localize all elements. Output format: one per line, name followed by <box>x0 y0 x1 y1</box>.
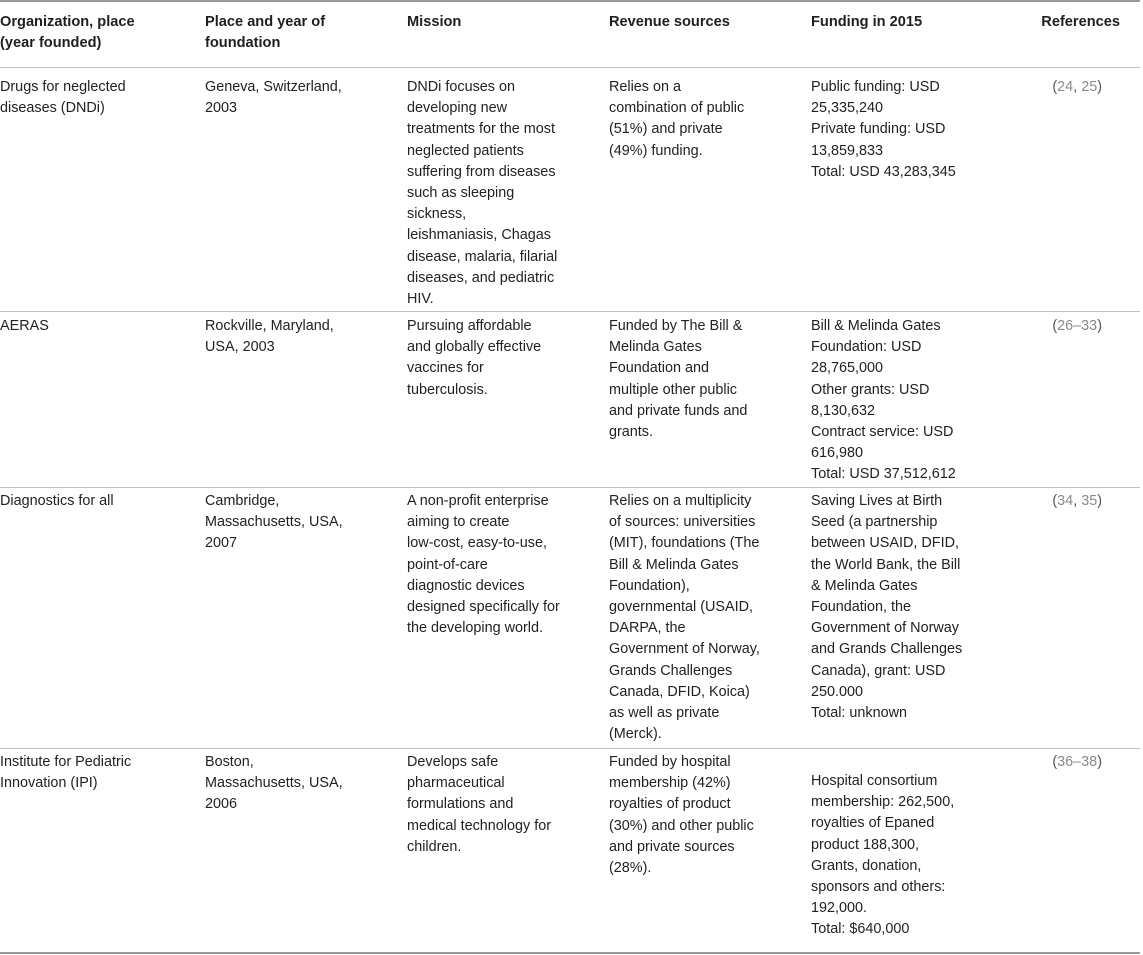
header-line: Funding in 2015 <box>811 14 923 30</box>
bottom-rule <box>0 952 1140 954</box>
cell-references <box>1020 77 1102 98</box>
column-header-funding <box>811 12 1001 33</box>
text-line: and private sources <box>609 838 735 855</box>
ref-close: ) <box>1097 754 1102 770</box>
header-line: Revenue sources <box>609 14 730 30</box>
text-line: Relies on a multiplicity <box>609 493 752 509</box>
text-line: Massachusetts, USA, <box>205 775 343 792</box>
text-line: (Merck). <box>609 726 662 743</box>
text-line: 192,000. <box>811 900 868 917</box>
ref-open: ( <box>1052 79 1058 95</box>
text-line: Foundation), <box>609 577 690 594</box>
text-line: Drugs for neglected <box>0 79 126 95</box>
text-line: Canada), grant: USD <box>811 662 946 679</box>
text-line: vaccines for <box>407 360 484 377</box>
ref-close: ) <box>1097 318 1102 334</box>
text-line: Grands Challenges <box>609 662 733 679</box>
text-line: (28%). <box>609 860 652 877</box>
text-line: tuberculosis. <box>407 381 488 398</box>
text-line: diseases (DNDi) <box>0 100 105 117</box>
text-line: Public funding: USD <box>811 79 940 95</box>
header-line: Mission <box>407 14 462 30</box>
text-line: and Grands Challenges <box>811 641 963 658</box>
text-line: diseases, and pediatric <box>407 269 555 286</box>
text-line: the World Bank, the Bill <box>811 556 961 573</box>
reference-link[interactable]: 25 <box>1081 79 1098 95</box>
column-header-mission <box>407 12 587 33</box>
text-line: sponsors and others: <box>811 879 946 896</box>
text-line: Funded by hospital <box>609 754 731 770</box>
row-divider <box>0 487 1140 488</box>
text-line: 13,859,833 <box>811 142 884 159</box>
text-line: Saving Lives at Birth <box>811 493 943 509</box>
text-line: Boston, <box>205 754 254 770</box>
cell-place-year <box>205 752 400 816</box>
text-line: children. <box>407 838 462 855</box>
header-line: (year founded) <box>0 35 102 52</box>
text-line: Rockville, Maryland, <box>205 318 334 334</box>
text-line: neglected patients <box>407 142 524 159</box>
text-line: (30%) and other public <box>609 817 754 834</box>
text-line: 25,335,240 <box>811 100 884 117</box>
reference-link[interactable]: 35 <box>1081 493 1098 509</box>
text-line: and globally effective <box>407 339 542 356</box>
text-line: point-of-care <box>407 556 488 573</box>
text-line: DNDi focuses on <box>407 79 515 95</box>
text-line: 616,980 <box>811 445 864 462</box>
text-line: Canada, DFID, Koica) <box>609 683 750 700</box>
column-header-revenue <box>609 12 789 33</box>
header-line: Place and year of <box>205 14 326 30</box>
text-line: Foundation and <box>609 360 710 377</box>
text-line: Grants, donation, <box>811 857 922 874</box>
text-line: as well as private <box>609 705 720 722</box>
cell-revenue <box>609 752 804 879</box>
text-line: pharmaceutical <box>407 775 505 792</box>
text-line: Other grants: USD <box>811 381 930 398</box>
cell-mission <box>407 752 602 858</box>
text-line: Innovation (IPI) <box>0 775 98 792</box>
cell-references <box>1020 752 1102 773</box>
text-line: Total: USD 37,512,612 <box>811 466 956 483</box>
text-line: suffering from diseases <box>407 163 556 180</box>
column-header-references <box>1020 12 1120 33</box>
ref-close: ) <box>1097 79 1102 95</box>
text-line: royalties of Epaned <box>811 815 935 832</box>
text-line: the developing world. <box>407 620 544 637</box>
text-line: 2007 <box>205 535 238 552</box>
text-line: (MIT), foundations (The <box>609 535 760 552</box>
text-line: A non-profit enterprise <box>407 493 549 509</box>
cell-mission <box>407 77 602 310</box>
cell-revenue <box>609 491 804 745</box>
cell-place-year <box>205 77 400 119</box>
cell-organization <box>0 491 195 512</box>
text-line: (51%) and private <box>609 121 723 138</box>
text-line: grants. <box>609 424 653 441</box>
cell-references <box>1020 491 1102 512</box>
cell-funding <box>811 491 1011 724</box>
text-line: between USAID, DFID, <box>811 535 959 552</box>
text-line: Foundation, the <box>811 599 912 616</box>
text-line: 8,130,632 <box>811 402 876 419</box>
text-line: USA, 2003 <box>205 339 275 356</box>
text-line: Massachusetts, USA, <box>205 514 343 531</box>
reference-link[interactable]: 36–38 <box>1057 754 1098 770</box>
cell-place-year <box>205 316 400 358</box>
row-divider <box>0 311 1140 312</box>
text-line: Contract service: USD <box>811 424 954 441</box>
text-line: Hospital consortium <box>811 773 938 789</box>
text-line: Total: $640,000 <box>811 921 910 938</box>
text-line: 2006 <box>205 796 238 813</box>
text-line: Cambridge, <box>205 493 280 509</box>
text-line: formulations and <box>407 796 514 813</box>
text-line: Total: USD 43,283,345 <box>811 163 956 180</box>
row-divider <box>0 748 1140 749</box>
text-line: AERAS <box>0 318 49 334</box>
text-line: HIV. <box>407 291 434 308</box>
text-line: disease, malaria, filarial <box>407 248 558 265</box>
cell-organization <box>0 752 195 794</box>
text-line: product 188,300, <box>811 836 920 853</box>
reference-link[interactable]: 24 <box>1057 79 1074 95</box>
text-line: Relies on a <box>609 79 681 95</box>
text-line: combination of public <box>609 100 745 117</box>
cell-references <box>1020 316 1102 337</box>
text-line: Institute for Pediatric <box>0 754 132 770</box>
text-line: low-cost, easy-to-use, <box>407 535 547 552</box>
ref-open: ( <box>1052 318 1058 334</box>
cell-place-year <box>205 491 400 555</box>
ref-close: ) <box>1097 493 1102 509</box>
text-line: 2003 <box>205 100 238 117</box>
header-rule <box>0 67 1140 68</box>
text-line: membership: 262,500, <box>811 794 955 811</box>
text-line: of sources: universities <box>609 514 756 531</box>
text-line: DARPA, the <box>609 620 686 637</box>
text-line: Government of Norway, <box>609 641 760 658</box>
reference-link[interactable]: 34 <box>1057 493 1074 509</box>
text-line: governmental (USAID, <box>609 599 753 616</box>
text-line: Develops safe <box>407 754 499 770</box>
reference-link[interactable]: 26–33 <box>1057 318 1098 334</box>
text-line: developing new <box>407 100 508 117</box>
cell-mission <box>407 316 602 401</box>
cell-organization <box>0 316 195 337</box>
text-line: leishmaniasis, Chagas <box>407 227 551 244</box>
header-line: Organization, place <box>0 14 135 30</box>
cell-organization <box>0 77 195 119</box>
text-line: sickness, <box>407 206 467 223</box>
text-line: membership (42%) <box>609 775 731 792</box>
text-line: designed specifically for <box>407 599 560 616</box>
text-line: treatments for the most <box>407 121 555 138</box>
column-header-place-year <box>205 12 385 54</box>
header-line: foundation <box>205 35 281 52</box>
ref-sep: , <box>1073 493 1082 509</box>
text-line: 28,765,000 <box>811 360 884 377</box>
cell-funding <box>811 316 1011 486</box>
text-line: Geneva, Switzerland, <box>205 79 342 95</box>
text-line: & Melinda Gates <box>811 577 918 594</box>
text-line: Funded by The Bill & <box>609 318 743 334</box>
cell-revenue <box>609 316 804 443</box>
text-line: medical technology for <box>407 817 551 834</box>
text-line: Private funding: USD <box>811 121 946 138</box>
text-line: Bill & Melinda Gates <box>609 556 739 573</box>
text-line: Pursuing affordable <box>407 318 532 334</box>
ref-open: ( <box>1052 754 1058 770</box>
header-line: References <box>1041 14 1120 30</box>
text-line: such as sleeping <box>407 185 515 202</box>
text-line: and private funds and <box>609 402 748 419</box>
text-line: (49%) funding. <box>609 142 703 159</box>
top-rule <box>0 0 1140 2</box>
text-line: 250.000 <box>811 683 864 700</box>
ref-sep: , <box>1073 79 1082 95</box>
text-line: Diagnostics for all <box>0 493 114 509</box>
cell-revenue <box>609 77 804 162</box>
ref-open: ( <box>1052 493 1058 509</box>
cell-funding <box>811 77 1011 183</box>
text-line: Bill & Melinda Gates <box>811 318 941 334</box>
text-line: Total: unknown <box>811 705 907 722</box>
text-line: Melinda Gates <box>609 339 702 356</box>
text-line: royalties of product <box>609 796 731 813</box>
cell-funding <box>811 771 1011 941</box>
text-line: aiming to create <box>407 514 510 531</box>
text-line: diagnostic devices <box>407 577 525 594</box>
text-line: Foundation: USD <box>811 339 922 356</box>
column-header-organization <box>0 12 190 54</box>
cell-mission <box>407 491 602 639</box>
text-line: Seed (a partnership <box>811 514 938 531</box>
text-line: Government of Norway <box>811 620 959 637</box>
text-line: multiple other public <box>609 381 737 398</box>
